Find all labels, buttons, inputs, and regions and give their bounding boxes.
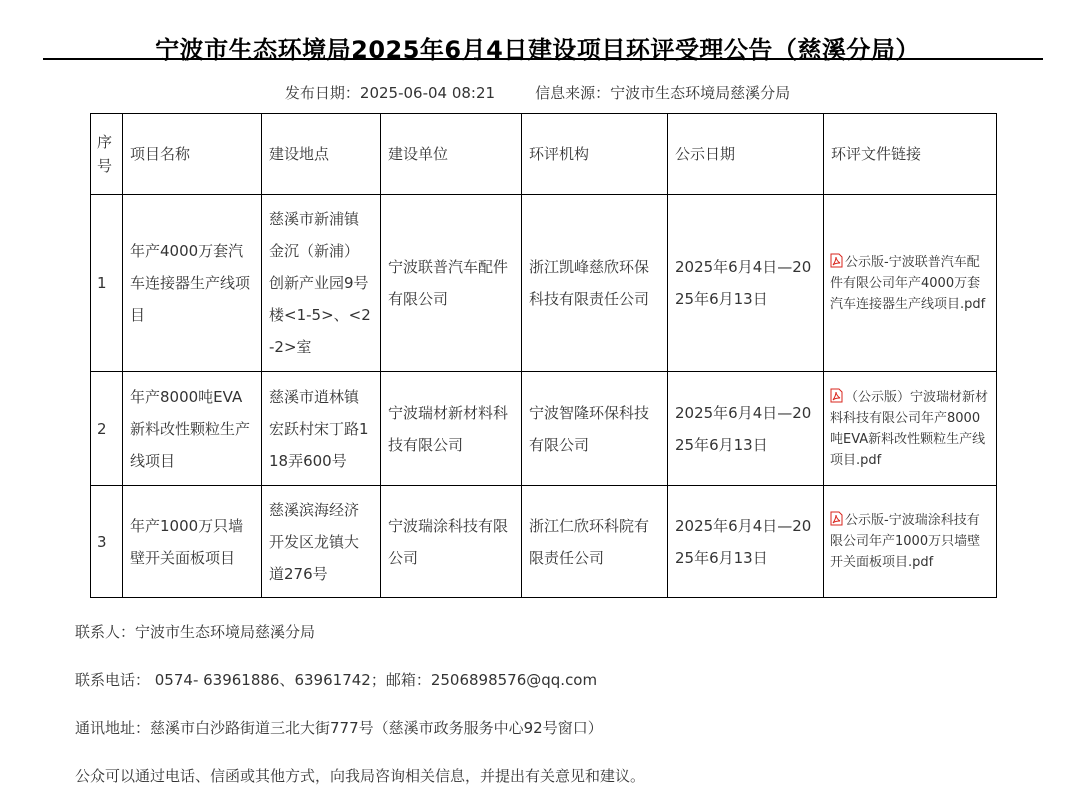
page-title: 宁波市生态环境局2025年6月4日建设项目环评受理公告（慈溪分局） [155,36,920,65]
row-project-name: 年产4000万套汽车连接器生产线项目 [123,195,262,372]
header-agency: 环评机构 [522,114,668,195]
header-builder: 建设单位 [381,114,522,195]
pdf-file-icon[interactable] [830,511,843,526]
row-builder: 宁波瑞涂科技有限公司 [381,486,522,598]
pdf-file-icon[interactable] [830,388,843,403]
row-builder: 宁波联普汽车配件有限公司 [381,195,522,372]
pdf-file-icon[interactable] [830,253,843,268]
row-agency: 浙江凯峰慈欣环保科技有限责任公司 [522,195,668,372]
row-seq: 2 [91,372,123,486]
header-seq: 序号 [91,114,123,195]
info-source: 信息来源：宁波市生态环境局慈溪分局 [535,84,791,102]
publish-meta [0,82,1075,103]
row-file-link-cell [824,486,997,598]
public-notice: 公众可以通过电话、信函或其他方式，向我局咨询相关信息，并提出有关意见和建议。 [75,767,646,785]
pdf-download-link[interactable]: 公示版-宁波瑞涂科技有限公司年产1000万只墙壁开关面板项目.pdf [830,513,981,570]
row-file-link-cell [824,372,997,486]
header-project-name: 项目名称 [123,114,262,195]
table-row [91,195,997,372]
table-header-row [91,114,997,195]
pdf-download-link[interactable]: （公示版）宁波瑞材新材料科技有限公司年产8000吨EVA新料改性颗粒生产线项目.pdf [830,389,989,468]
row-builder: 宁波瑞材新材料科技有限公司 [381,372,522,486]
row-file-link-cell [824,195,997,372]
row-seq: 3 [91,486,123,598]
pdf-download-link[interactable]: 公示版-宁波联普汽车配件有限公司年产4000万套汽车连接器生产线项目.pdf [830,254,986,312]
row-location: 慈溪市逍林镇宏跃村宋丁路118弄600号 [262,372,381,486]
project-table [90,113,997,598]
table-row [91,372,997,486]
title-divider [43,58,1043,60]
row-seq: 1 [91,195,123,372]
publish-date: 发布日期：2025-06-04 08:21 [284,84,496,102]
header-location: 建设地点 [262,114,381,195]
row-location: 慈溪滨海经济开发区龙镇大道276号 [262,486,381,598]
row-location: 慈溪市新浦镇金沉（新浦）创新产业园9号楼<1-5>、<2-2>室 [262,195,381,372]
contact-person: 联系人：宁波市生态环境局慈溪分局 [75,623,316,641]
table-row [91,486,997,598]
row-agency: 宁波智隆环保科技有限公司 [522,372,668,486]
row-project-name: 年产1000万只墙壁开关面板项目 [123,486,262,598]
row-agency: 浙江仁欣环科院有限责任公司 [522,486,668,598]
header-period: 公示日期 [668,114,824,195]
contact-phone-email: 联系电话： 0574- 63961886、63961742；邮箱：2506898576@qq.com [75,671,598,689]
row-period: 2025年6月4日—2025年6月13日 [668,195,824,372]
row-period: 2025年6月4日—2025年6月13日 [668,486,824,598]
header-file-link: 环评文件链接 [824,114,997,195]
row-project-name: 年产8000吨EVA新料改性颗粒生产线项目 [123,372,262,486]
contact-address: 通讯地址：慈溪市白沙路街道三北大街777号（慈溪市政务服务中心92号窗口） [75,719,603,737]
row-period: 2025年6月4日—2025年6月13日 [668,372,824,486]
